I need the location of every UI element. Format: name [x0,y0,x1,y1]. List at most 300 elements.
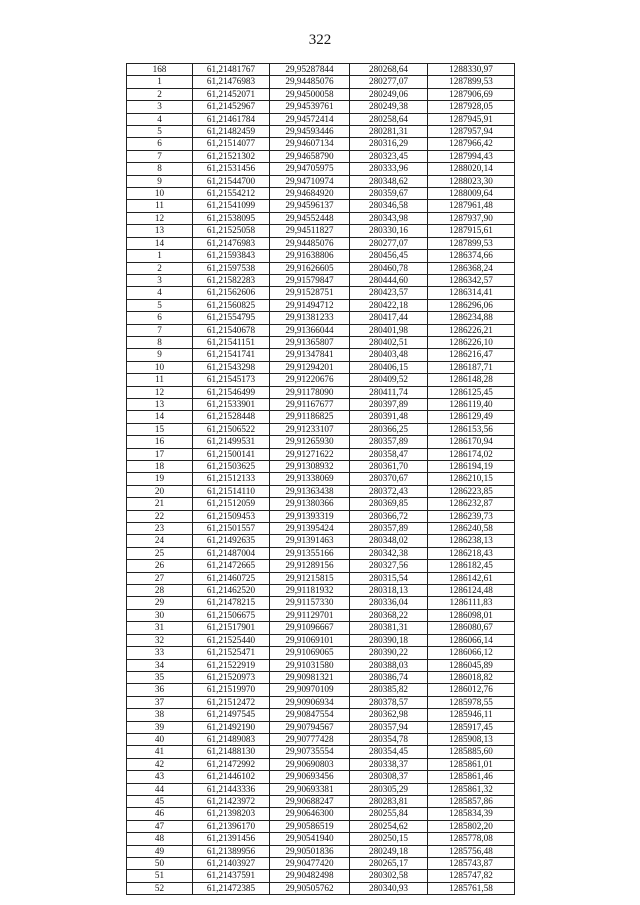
point-number-cell: 6 [127,138,193,150]
table-row [127,721,515,733]
y-coordinate-cell: 1285908,13 [428,733,515,745]
x-coordinate-cell: 280249,18 [350,845,428,857]
longitude-cell: 29,90505762 [270,882,350,894]
y-coordinate-cell: 1288023,30 [428,175,515,187]
table-row [127,411,515,423]
x-coordinate-cell: 280422,18 [350,299,428,311]
y-coordinate-cell: 1286153,56 [428,423,515,435]
point-number-cell: 27 [127,572,193,584]
x-coordinate-cell: 280397,89 [350,398,428,410]
x-coordinate-cell: 280390,18 [350,634,428,646]
point-number-cell: 38 [127,709,193,721]
table-row [127,870,515,882]
table-row [127,448,515,460]
y-coordinate-cell: 1286226,10 [428,336,515,348]
x-coordinate-cell: 280327,56 [350,560,428,572]
point-number-cell: 41 [127,746,193,758]
longitude-cell: 29,91338069 [270,473,350,485]
x-coordinate-cell: 280258,64 [350,113,428,125]
table-row [127,175,515,187]
table-row [127,163,515,175]
point-number-cell: 10 [127,188,193,200]
y-coordinate-cell: 1285978,55 [428,696,515,708]
table-row [127,795,515,807]
longitude-cell: 29,94572414 [270,113,350,125]
longitude-cell: 29,91271622 [270,448,350,460]
x-coordinate-cell: 280265,17 [350,858,428,870]
longitude-cell: 29,94658790 [270,150,350,162]
y-coordinate-cell: 1287899,53 [428,237,515,249]
latitude-cell: 61,21512133 [193,473,270,485]
longitude-cell: 29,91157330 [270,597,350,609]
table-row [127,634,515,646]
latitude-cell: 61,21519970 [193,684,270,696]
y-coordinate-cell: 1285756,48 [428,845,515,857]
latitude-cell: 61,21452071 [193,88,270,100]
table-row [127,398,515,410]
latitude-cell: 61,21543298 [193,361,270,373]
longitude-cell: 29,91167677 [270,398,350,410]
x-coordinate-cell: 280254,62 [350,820,428,832]
x-coordinate-cell: 280423,57 [350,287,428,299]
point-number-cell: 1 [127,76,193,88]
table-row [127,349,515,361]
table-row [127,647,515,659]
table-row [127,436,515,448]
longitude-cell: 29,91265930 [270,436,350,448]
y-coordinate-cell: 1286314,41 [428,287,515,299]
y-coordinate-cell: 1287928,05 [428,101,515,113]
table-row [127,659,515,671]
y-coordinate-cell: 1287937,90 [428,212,515,224]
longitude-cell: 29,94485076 [270,76,350,88]
latitude-cell: 61,21506675 [193,609,270,621]
coordinates-table [126,63,515,895]
latitude-cell: 61,21597538 [193,262,270,274]
latitude-cell: 61,21472665 [193,560,270,572]
y-coordinate-cell: 1286218,43 [428,547,515,559]
longitude-cell: 29,91308932 [270,461,350,473]
point-number-cell: 49 [127,845,193,857]
longitude-cell: 29,91391463 [270,535,350,547]
y-coordinate-cell: 1287945,91 [428,113,515,125]
longitude-cell: 29,91181932 [270,585,350,597]
x-coordinate-cell: 280354,45 [350,746,428,758]
x-coordinate-cell: 280315,54 [350,572,428,584]
longitude-cell: 29,91289156 [270,560,350,572]
point-number-cell: 5 [127,126,193,138]
x-coordinate-cell: 280391,48 [350,411,428,423]
longitude-cell: 29,94500058 [270,88,350,100]
point-number-cell: 39 [127,721,193,733]
point-number-cell: 6 [127,312,193,324]
table-row [127,510,515,522]
latitude-cell: 61,21525058 [193,225,270,237]
latitude-cell: 61,21499531 [193,436,270,448]
y-coordinate-cell: 1286066,12 [428,647,515,659]
table-row [127,560,515,572]
x-coordinate-cell: 280318,13 [350,585,428,597]
point-number-cell: 26 [127,560,193,572]
point-number-cell: 18 [127,461,193,473]
x-coordinate-cell: 280370,67 [350,473,428,485]
point-number-cell: 15 [127,423,193,435]
x-coordinate-cell: 280336,04 [350,597,428,609]
table-row [127,622,515,634]
y-coordinate-cell: 1286240,58 [428,523,515,535]
latitude-cell: 61,21544700 [193,175,270,187]
y-coordinate-cell: 1286018,82 [428,671,515,683]
point-number-cell: 2 [127,262,193,274]
table-row [127,709,515,721]
point-number-cell: 37 [127,696,193,708]
table-row [127,76,515,88]
table-row [127,336,515,348]
latitude-cell: 61,21531456 [193,163,270,175]
point-number-cell: 7 [127,324,193,336]
table-row [127,312,515,324]
x-coordinate-cell: 280302,58 [350,870,428,882]
y-coordinate-cell: 1285861,32 [428,783,515,795]
y-coordinate-cell: 1286066,14 [428,634,515,646]
x-coordinate-cell: 280249,38 [350,101,428,113]
longitude-cell: 29,90735554 [270,746,350,758]
latitude-cell: 61,21461784 [193,113,270,125]
point-number-cell: 52 [127,882,193,894]
x-coordinate-cell: 280316,29 [350,138,428,150]
latitude-cell: 61,21525471 [193,647,270,659]
table-row [127,287,515,299]
y-coordinate-cell: 1287906,69 [428,88,515,100]
longitude-cell: 29,90906934 [270,696,350,708]
latitude-cell: 61,21452967 [193,101,270,113]
table-row [127,361,515,373]
longitude-cell: 29,90777428 [270,733,350,745]
point-number-cell: 35 [127,671,193,683]
x-coordinate-cell: 280366,25 [350,423,428,435]
point-number-cell: 3 [127,101,193,113]
longitude-cell: 29,91579847 [270,274,350,286]
x-coordinate-cell: 280386,74 [350,671,428,683]
point-number-cell: 43 [127,771,193,783]
longitude-cell: 29,91494712 [270,299,350,311]
y-coordinate-cell: 1286111,83 [428,597,515,609]
point-number-cell: 33 [127,647,193,659]
table-row [127,150,515,162]
x-coordinate-cell: 280378,57 [350,696,428,708]
x-coordinate-cell: 280381,31 [350,622,428,634]
y-coordinate-cell: 1285743,87 [428,858,515,870]
table-row [127,696,515,708]
table-row [127,771,515,783]
latitude-cell: 61,21398203 [193,808,270,820]
latitude-cell: 61,21545173 [193,374,270,386]
latitude-cell: 61,21514077 [193,138,270,150]
x-coordinate-cell: 280338,37 [350,758,428,770]
x-coordinate-cell: 280277,07 [350,76,428,88]
longitude-cell: 29,94705975 [270,163,350,175]
point-number-cell: 31 [127,622,193,634]
point-number-cell: 20 [127,485,193,497]
longitude-cell: 29,91220676 [270,374,350,386]
point-number-cell: 48 [127,833,193,845]
latitude-cell: 61,21512472 [193,696,270,708]
x-coordinate-cell: 280366,72 [350,510,428,522]
x-coordinate-cell: 280283,81 [350,795,428,807]
longitude-cell: 29,91347841 [270,349,350,361]
x-coordinate-cell: 280281,31 [350,126,428,138]
longitude-cell: 29,94684920 [270,188,350,200]
x-coordinate-cell: 280346,58 [350,200,428,212]
y-coordinate-cell: 1286124,48 [428,585,515,597]
y-coordinate-cell: 1287957,94 [428,126,515,138]
latitude-cell: 61,21462520 [193,585,270,597]
table-row [127,386,515,398]
point-number-cell: 8 [127,336,193,348]
longitude-cell: 29,90688247 [270,795,350,807]
y-coordinate-cell: 1286239,73 [428,510,515,522]
y-coordinate-cell: 1286119,40 [428,398,515,410]
longitude-cell: 29,91393319 [270,510,350,522]
table-row [127,758,515,770]
table-row [127,324,515,336]
latitude-cell: 61,21396170 [193,820,270,832]
table-row [127,374,515,386]
latitude-cell: 61,21482459 [193,126,270,138]
point-number-cell: 36 [127,684,193,696]
y-coordinate-cell: 1286234,88 [428,312,515,324]
latitude-cell: 61,21476983 [193,237,270,249]
y-coordinate-cell: 1286210,15 [428,473,515,485]
point-number-cell: 13 [127,225,193,237]
x-coordinate-cell: 280444,60 [350,274,428,286]
table-row [127,225,515,237]
latitude-cell: 61,21514110 [193,485,270,497]
point-number-cell: 29 [127,597,193,609]
point-number-cell: 9 [127,349,193,361]
point-number-cell: 7 [127,150,193,162]
x-coordinate-cell: 280348,02 [350,535,428,547]
y-coordinate-cell: 1285802,20 [428,820,515,832]
y-coordinate-cell: 1286080,67 [428,622,515,634]
x-coordinate-cell: 280359,67 [350,188,428,200]
table-row [127,585,515,597]
table-row [127,126,515,138]
table-row [127,808,515,820]
y-coordinate-cell: 1286012,76 [428,684,515,696]
x-coordinate-cell: 280308,37 [350,771,428,783]
longitude-cell: 29,90690803 [270,758,350,770]
point-number-cell: 21 [127,498,193,510]
table-row [127,461,515,473]
longitude-cell: 29,91528751 [270,287,350,299]
y-coordinate-cell: 1286296,06 [428,299,515,311]
point-number-cell: 168 [127,64,193,76]
point-number-cell: 42 [127,758,193,770]
longitude-cell: 29,91626605 [270,262,350,274]
y-coordinate-cell: 1285834,39 [428,808,515,820]
table-row [127,684,515,696]
point-number-cell: 46 [127,808,193,820]
longitude-cell: 29,91215815 [270,572,350,584]
longitude-cell: 29,94710974 [270,175,350,187]
point-number-cell: 2 [127,88,193,100]
longitude-cell: 29,91363438 [270,485,350,497]
x-coordinate-cell: 280354,78 [350,733,428,745]
point-number-cell: 1 [127,250,193,262]
y-coordinate-cell: 1286232,87 [428,498,515,510]
latitude-cell: 61,21492635 [193,535,270,547]
longitude-cell: 29,91233107 [270,423,350,435]
latitude-cell: 61,21472992 [193,758,270,770]
x-coordinate-cell: 280401,98 [350,324,428,336]
longitude-cell: 29,91381233 [270,312,350,324]
latitude-cell: 61,21503625 [193,461,270,473]
latitude-cell: 61,21437591 [193,870,270,882]
x-coordinate-cell: 280406,15 [350,361,428,373]
x-coordinate-cell: 280255,84 [350,808,428,820]
y-coordinate-cell: 1288020,14 [428,163,515,175]
y-coordinate-cell: 1285861,46 [428,771,515,783]
latitude-cell: 61,21582283 [193,274,270,286]
y-coordinate-cell: 1286368,24 [428,262,515,274]
longitude-cell: 29,90693456 [270,771,350,783]
latitude-cell: 61,21487004 [193,547,270,559]
coordinates-table-body [127,64,515,895]
x-coordinate-cell: 280361,70 [350,461,428,473]
point-number-cell: 14 [127,237,193,249]
y-coordinate-cell: 1286170,94 [428,436,515,448]
longitude-cell: 29,91355166 [270,547,350,559]
table-row [127,498,515,510]
x-coordinate-cell: 280250,15 [350,833,428,845]
longitude-cell: 29,90981321 [270,671,350,683]
longitude-cell: 29,90847554 [270,709,350,721]
table-row [127,882,515,894]
point-number-cell: 5 [127,299,193,311]
table-row [127,200,515,212]
x-coordinate-cell: 280390,22 [350,647,428,659]
y-coordinate-cell: 1287899,53 [428,76,515,88]
latitude-cell: 61,21546499 [193,386,270,398]
x-coordinate-cell: 280358,47 [350,448,428,460]
x-coordinate-cell: 280323,45 [350,150,428,162]
point-number-cell: 17 [127,448,193,460]
table-row [127,833,515,845]
y-coordinate-cell: 1286342,57 [428,274,515,286]
longitude-cell: 29,91129701 [270,609,350,621]
table-row [127,101,515,113]
x-coordinate-cell: 280340,93 [350,882,428,894]
longitude-cell: 29,91069101 [270,634,350,646]
latitude-cell: 61,21500141 [193,448,270,460]
longitude-cell: 29,90477420 [270,858,350,870]
point-number-cell: 47 [127,820,193,832]
latitude-cell: 61,21478215 [193,597,270,609]
table-row [127,523,515,535]
table-row [127,212,515,224]
x-coordinate-cell: 280460,78 [350,262,428,274]
y-coordinate-cell: 1286174,02 [428,448,515,460]
latitude-cell: 61,21472385 [193,882,270,894]
table-row [127,609,515,621]
table-row [127,237,515,249]
longitude-cell: 29,91031580 [270,659,350,671]
y-coordinate-cell: 1288330,97 [428,64,515,76]
page-number: 322 [308,32,332,48]
table-row [127,64,515,76]
point-number-cell: 30 [127,609,193,621]
latitude-cell: 61,21489083 [193,733,270,745]
point-number-cell: 51 [127,870,193,882]
point-number-cell: 14 [127,411,193,423]
x-coordinate-cell: 280372,43 [350,485,428,497]
point-number-cell: 28 [127,585,193,597]
longitude-cell: 29,90693381 [270,783,350,795]
y-coordinate-cell: 1286187,71 [428,361,515,373]
point-number-cell: 9 [127,175,193,187]
y-coordinate-cell: 1285761,58 [428,882,515,894]
y-coordinate-cell: 1286045,89 [428,659,515,671]
point-number-cell: 12 [127,386,193,398]
latitude-cell: 61,21541741 [193,349,270,361]
x-coordinate-cell: 280417,44 [350,312,428,324]
longitude-cell: 29,90541940 [270,833,350,845]
table-row [127,262,515,274]
point-number-cell: 4 [127,113,193,125]
table-row [127,733,515,745]
x-coordinate-cell: 280385,82 [350,684,428,696]
latitude-cell: 61,21446102 [193,771,270,783]
table-row [127,250,515,262]
x-coordinate-cell: 280411,74 [350,386,428,398]
longitude-cell: 29,95287844 [270,64,350,76]
y-coordinate-cell: 1285861,01 [428,758,515,770]
point-number-cell: 40 [127,733,193,745]
y-coordinate-cell: 1286194,19 [428,461,515,473]
table-row [127,113,515,125]
latitude-cell: 61,21554795 [193,312,270,324]
longitude-cell: 29,91380366 [270,498,350,510]
longitude-cell: 29,91186825 [270,411,350,423]
latitude-cell: 61,21391456 [193,833,270,845]
x-coordinate-cell: 280357,89 [350,523,428,535]
point-number-cell: 45 [127,795,193,807]
latitude-cell: 61,21497545 [193,709,270,721]
latitude-cell: 61,21501557 [193,523,270,535]
y-coordinate-cell: 1286238,13 [428,535,515,547]
x-coordinate-cell: 280305,29 [350,783,428,795]
table-row [127,547,515,559]
y-coordinate-cell: 1286148,28 [428,374,515,386]
y-coordinate-cell: 1286098,01 [428,609,515,621]
y-coordinate-cell: 1286216,47 [428,349,515,361]
latitude-cell: 61,21538095 [193,212,270,224]
longitude-cell: 29,90501836 [270,845,350,857]
latitude-cell: 61,21492190 [193,721,270,733]
latitude-cell: 61,21541151 [193,336,270,348]
latitude-cell: 61,21562606 [193,287,270,299]
y-coordinate-cell: 1287966,42 [428,138,515,150]
y-coordinate-cell: 1287915,61 [428,225,515,237]
latitude-cell: 61,21423972 [193,795,270,807]
table-row [127,845,515,857]
longitude-cell: 29,94539761 [270,101,350,113]
longitude-cell: 29,94596137 [270,200,350,212]
latitude-cell: 61,21403927 [193,858,270,870]
table-row [127,671,515,683]
table-row [127,572,515,584]
